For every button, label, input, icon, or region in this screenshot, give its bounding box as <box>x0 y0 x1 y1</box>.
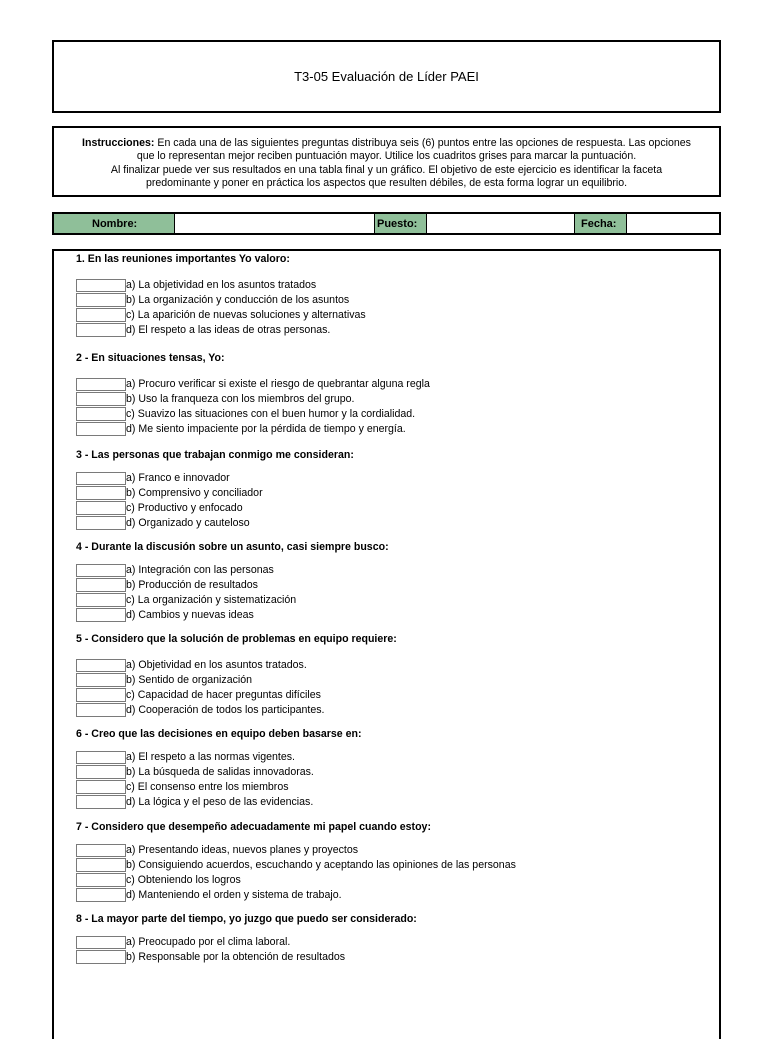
answer-option-label: c) La organización y sistematización <box>126 593 297 606</box>
page-title: T3-05 Evaluación de Líder PAEI <box>294 69 479 84</box>
instructions-line-4: predominante y poner en práctica los aspectos que resulten débiles, de esta forma lograr un equilibrio. <box>145 177 628 190</box>
answer-option-label: b) La organización y conducción de los asuntos <box>126 294 350 307</box>
answer-option <box>76 377 430 392</box>
instructions-box <box>52 126 721 197</box>
score-input[interactable] <box>76 888 126 902</box>
answer-option <box>76 593 296 608</box>
score-input[interactable] <box>76 472 126 486</box>
answer-option-label: d) Manteniendo el orden y sistema de trabajo. <box>126 888 342 901</box>
questions-box <box>52 249 721 1039</box>
answer-option <box>76 392 354 407</box>
question-title: 5 - Considero que la solución de problemas en equipo requiere: <box>76 633 397 645</box>
question-5 <box>76 632 397 716</box>
answer-option-label: b) Responsable por la obtención de resultados <box>126 951 346 964</box>
answer-option <box>76 407 415 422</box>
instructions-line-3: Al finalizar puede ver sus resultados en una tabla final y un gráfico. El objetivo de este ejercicio es identificar la faceta <box>110 163 663 176</box>
score-input[interactable] <box>76 308 126 322</box>
answer-option-label: d) El respeto a las ideas de otras personas. <box>126 323 331 336</box>
answer-option <box>76 322 330 337</box>
answer-option <box>76 578 258 593</box>
answer-option-label: a) Procuro verificar si existe el riesgo de quebrantar alguna regla <box>126 378 430 391</box>
score-input[interactable] <box>76 422 126 436</box>
date-label: Fecha: <box>575 214 627 233</box>
score-input[interactable] <box>76 751 126 765</box>
score-input[interactable] <box>76 765 126 779</box>
question-1 <box>76 252 366 336</box>
name-label: Nombre: <box>54 214 175 233</box>
score-input[interactable] <box>76 516 126 530</box>
answer-option-label: c) El consenso entre los miembros <box>126 780 289 793</box>
score-input[interactable] <box>76 659 126 673</box>
answer-option <box>76 308 366 323</box>
question-title: 7 - Considero que desempeño adecuadamente mi papel cuando estoy: <box>76 821 431 833</box>
answer-option <box>76 765 314 780</box>
score-input[interactable] <box>76 407 126 421</box>
name-field[interactable] <box>175 214 375 233</box>
answer-option <box>76 935 290 950</box>
score-input[interactable] <box>76 578 126 592</box>
question-title: 4 - Durante la discusión sobre un asunto, casi siempre busco: <box>76 541 389 553</box>
score-input[interactable] <box>76 780 126 794</box>
question-2 <box>76 351 430 435</box>
answer-option-label: b) Producción de resultados <box>126 579 258 592</box>
score-input[interactable] <box>76 703 126 717</box>
score-input[interactable] <box>76 486 126 500</box>
answer-option <box>76 702 324 717</box>
answer-option-label: c) Productivo y enfocado <box>126 501 243 514</box>
answer-option <box>76 563 274 578</box>
score-input[interactable] <box>76 873 126 887</box>
answer-option <box>76 501 243 516</box>
question-title: 3 - Las personas que trabajan conmigo me consideran: <box>76 449 354 461</box>
position-field[interactable] <box>427 214 575 233</box>
score-input[interactable] <box>76 844 126 858</box>
answer-option-label: a) Objetividad en los asuntos tratados. <box>126 659 307 672</box>
answer-option <box>76 780 289 795</box>
score-input[interactable] <box>76 936 126 950</box>
answer-option-label: c) Capacidad de hacer preguntas difíciles <box>126 688 321 701</box>
answer-option-label: d) Cambios y nuevas ideas <box>126 608 254 621</box>
score-input[interactable] <box>76 392 126 406</box>
score-input[interactable] <box>76 293 126 307</box>
instructions-line-2: que lo representan mejor reciben puntuación mayor. Utilice los cuadritos grises para marcar la puntuación. <box>136 150 637 163</box>
answer-option <box>76 658 307 673</box>
info-row <box>52 212 721 235</box>
answer-option <box>76 688 321 703</box>
answer-option <box>76 673 252 688</box>
answer-option <box>76 750 295 765</box>
answer-option-label: d) La lógica y el peso de las evidencias. <box>126 795 314 808</box>
answer-option <box>76 278 316 293</box>
instructions-label: Instrucciones: <box>82 137 155 149</box>
score-input[interactable] <box>76 279 126 293</box>
question-7 <box>76 820 516 901</box>
score-input[interactable] <box>76 950 126 964</box>
answer-option-label: b) Consiguiendo acuerdos, escuchando y aceptando las opiniones de las personas <box>126 859 516 872</box>
question-title: 8 - La mayor parte del tiempo, yo juzgo que puedo ser considerado: <box>76 913 417 925</box>
answer-option <box>76 471 230 486</box>
answer-option-label: c) Suavizo las situaciones con el buen humor y la cordialidad. <box>126 407 416 420</box>
answer-option <box>76 950 345 965</box>
answer-option <box>76 486 263 501</box>
answer-option-label: d) Organizado y cauteloso <box>126 516 250 529</box>
instructions-line-1: En cada una de las siguientes preguntas distribuya seis (6) puntos entre las opciones de respuesta. Las opciones <box>154 137 691 149</box>
answer-option-label: b) Comprensivo y conciliador <box>126 487 263 500</box>
question-8 <box>76 912 417 964</box>
score-input[interactable] <box>76 608 126 622</box>
answer-option-label: b) Sentido de organización <box>126 674 253 687</box>
answer-option <box>76 858 516 873</box>
score-input[interactable] <box>76 323 126 337</box>
answer-option <box>76 421 406 436</box>
answer-option-label: b) La búsqueda de salidas innovadoras. <box>126 766 314 779</box>
answer-option-label: a) Presentando ideas, nuevos planes y proyectos <box>126 844 359 857</box>
answer-option-label: d) Cooperación de todos los participantes. <box>126 703 325 716</box>
answer-option <box>76 843 358 858</box>
question-4 <box>76 540 389 621</box>
answer-option-label: a) El respeto a las normas vigentes. <box>126 751 295 764</box>
question-title: 6 - Creo que las decisiones en equipo deben basarse en: <box>76 728 362 740</box>
answer-option <box>76 873 241 888</box>
answer-option-label: a) La objetividad en los asuntos tratados <box>126 279 317 292</box>
score-input[interactable] <box>76 564 126 578</box>
answer-option <box>76 794 313 809</box>
question-6 <box>76 727 362 808</box>
position-label: Puesto: <box>375 214 427 233</box>
score-input[interactable] <box>76 378 126 392</box>
answer-option-label: a) Integración con las personas <box>126 564 274 577</box>
answer-option <box>76 515 250 530</box>
answer-option-label: c) La aparición de nuevas soluciones y alternativas <box>126 308 366 321</box>
answer-option-label: d) Me siento impaciente por la pérdida de tiempo y energía. <box>126 422 406 435</box>
score-input[interactable] <box>76 795 126 809</box>
question-title: 2 - En situaciones tensas, Yo: <box>76 352 225 364</box>
answer-option <box>76 887 342 902</box>
score-input[interactable] <box>76 673 126 687</box>
score-input[interactable] <box>76 501 126 515</box>
page-title-box <box>52 40 721 113</box>
score-input[interactable] <box>76 858 126 872</box>
answer-option <box>76 607 254 622</box>
answer-option <box>76 293 349 308</box>
date-field[interactable] <box>627 214 719 233</box>
answer-option-label: b) Uso la franqueza con los miembros del grupo. <box>126 393 355 406</box>
question-title: 1. En las reuniones importantes Yo valoro: <box>76 253 290 265</box>
answer-option-label: a) Preocupado por el clima laboral. <box>126 936 291 949</box>
score-input[interactable] <box>76 688 126 702</box>
answer-option-label: a) Franco e innovador <box>126 472 230 485</box>
question-3 <box>76 448 354 529</box>
answer-option-label: c) Obteniendo los logros <box>126 873 241 886</box>
score-input[interactable] <box>76 593 126 607</box>
